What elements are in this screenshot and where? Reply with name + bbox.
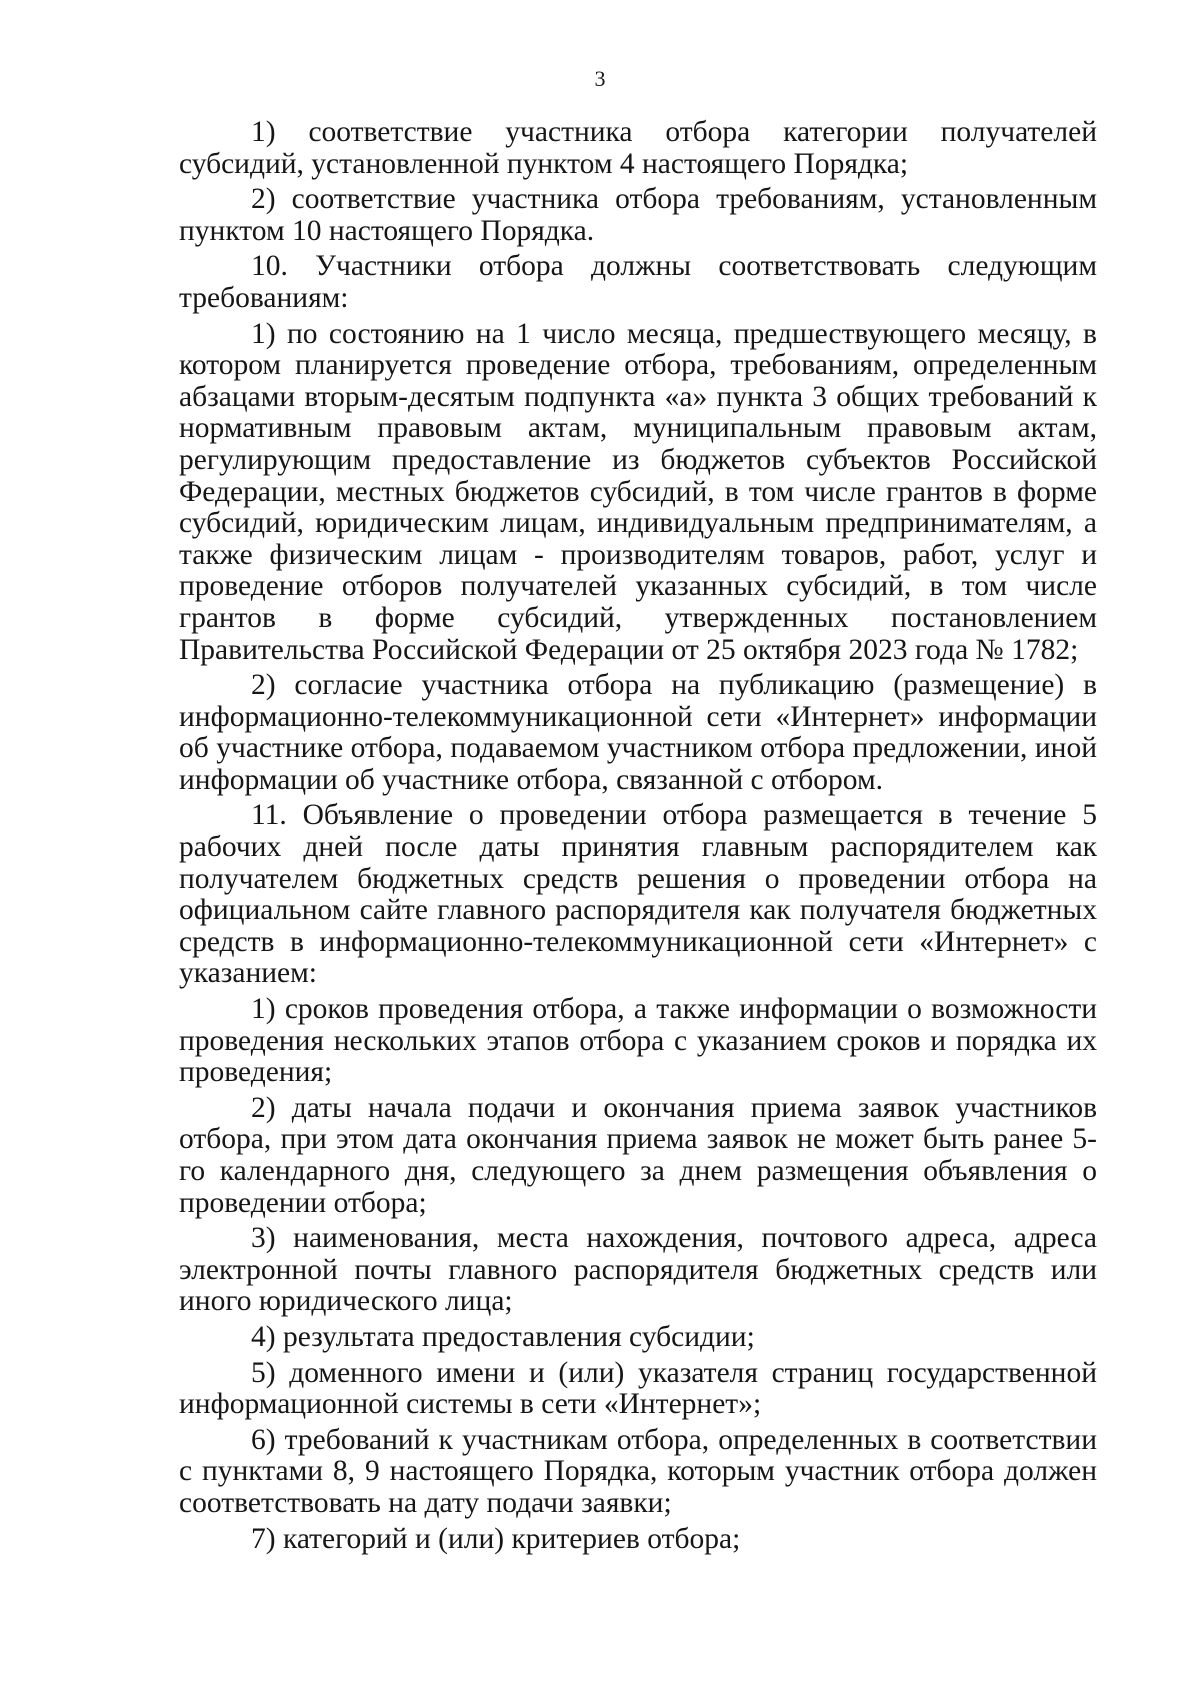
- paragraph-clause-11: 11. Объявление о проведении отбора размещается в течение 5 рабочих дней после даты принятия главным распорядителем как получателем бюджетных средств решения о проведении отбора на официальном сайте главного распорядителя как получателя бюджетных средств в информационно-телекоммуникационной сети «Интернет» с указанием:: [179, 799, 1097, 990]
- paragraph-clause-11-item-5: 5) доменного имени и (или) указателя страниц государственной информационной системы в сети «Интернет»;: [179, 1356, 1097, 1421]
- paragraph-clause-11-item-1: 1) сроков проведения отбора, а также информации о возможности проведения нескольких этапов отбора с указанием сроков и порядка их проведения;: [179, 993, 1097, 1089]
- paragraph-clause-11-item-2: 2) даты начала подачи и окончания приема заявок участников отбора, при этом дата окончания приема заявок не может быть ранее 5-го календарного дня, следующего за днем размещения объявления о проведении отбора;: [179, 1091, 1097, 1219]
- paragraph-clause-11-item-7: 7) категорий и (или) критериев отбора;: [251, 1522, 741, 1555]
- paragraph-clause-11-item-6: 6) требований к участникам отбора, определенных в соответствии с пунктами 8, 9 настоящего Порядка, которым участник отбора должен соответствовать на дату подачи заявки;: [179, 1423, 1097, 1519]
- page-number: 3: [594, 66, 606, 91]
- paragraph-item-2-requirements: 2) соответствие участника отбора требованиям, установленным пунктом 10 настоящего Порядка.: [179, 183, 1097, 247]
- document-body: [179, 117, 1097, 1555]
- paragraph-clause-10-item-1: 1) по состоянию на 1 число месяца, предшествующего месяцу, в котором планируется проведение отбора, требованиям, определенным абзацами вторым-десятым подпункта «а» пункта 3 общих требований к нормативным правовым актам, муниципальным правовым актам, регулирующим предоставление из бюджетов субъектов Российской Федерации, местных бюджетов субсидий, в том числе грантов в форме субсидий, юридическим лицам, индивидуальным предпринимателям, а также физическим лицам - производителям товаров, работ, услуг и проведение отборов получателей указанных субсидий, в том числе грантов в форме субсидий, утвержденных постановлением Правительства Российской Федерации от 25 октября 2023 года № 1782;: [179, 317, 1097, 666]
- paragraph-clause-10-item-2: 2) согласие участника отбора на публикацию (размещение) в информационно-телекоммуникационной сети «Интернет» информации об участнике отбора, подаваемом участником отбора предложении, иной информации об участнике отбора, связанной с отбором.: [179, 669, 1097, 796]
- paragraph-clause-11-item-4: 4) результата предоставления субсидии;: [251, 1320, 755, 1353]
- paragraph-item-1-category: 1) соответствие участника отбора категории получателей субсидий, установленной пунктом 4 настоящего Порядка;: [179, 116, 1097, 180]
- paragraph-clause-10: 10. Участники отбора должны соответствовать следующим требованиям:: [179, 250, 1097, 314]
- paragraph-clause-11-item-3: 3) наименования, места нахождения, почтового адреса, адреса электронной почты главного распорядителя бюджетных средств или иного юридического лица;: [179, 1222, 1097, 1318]
